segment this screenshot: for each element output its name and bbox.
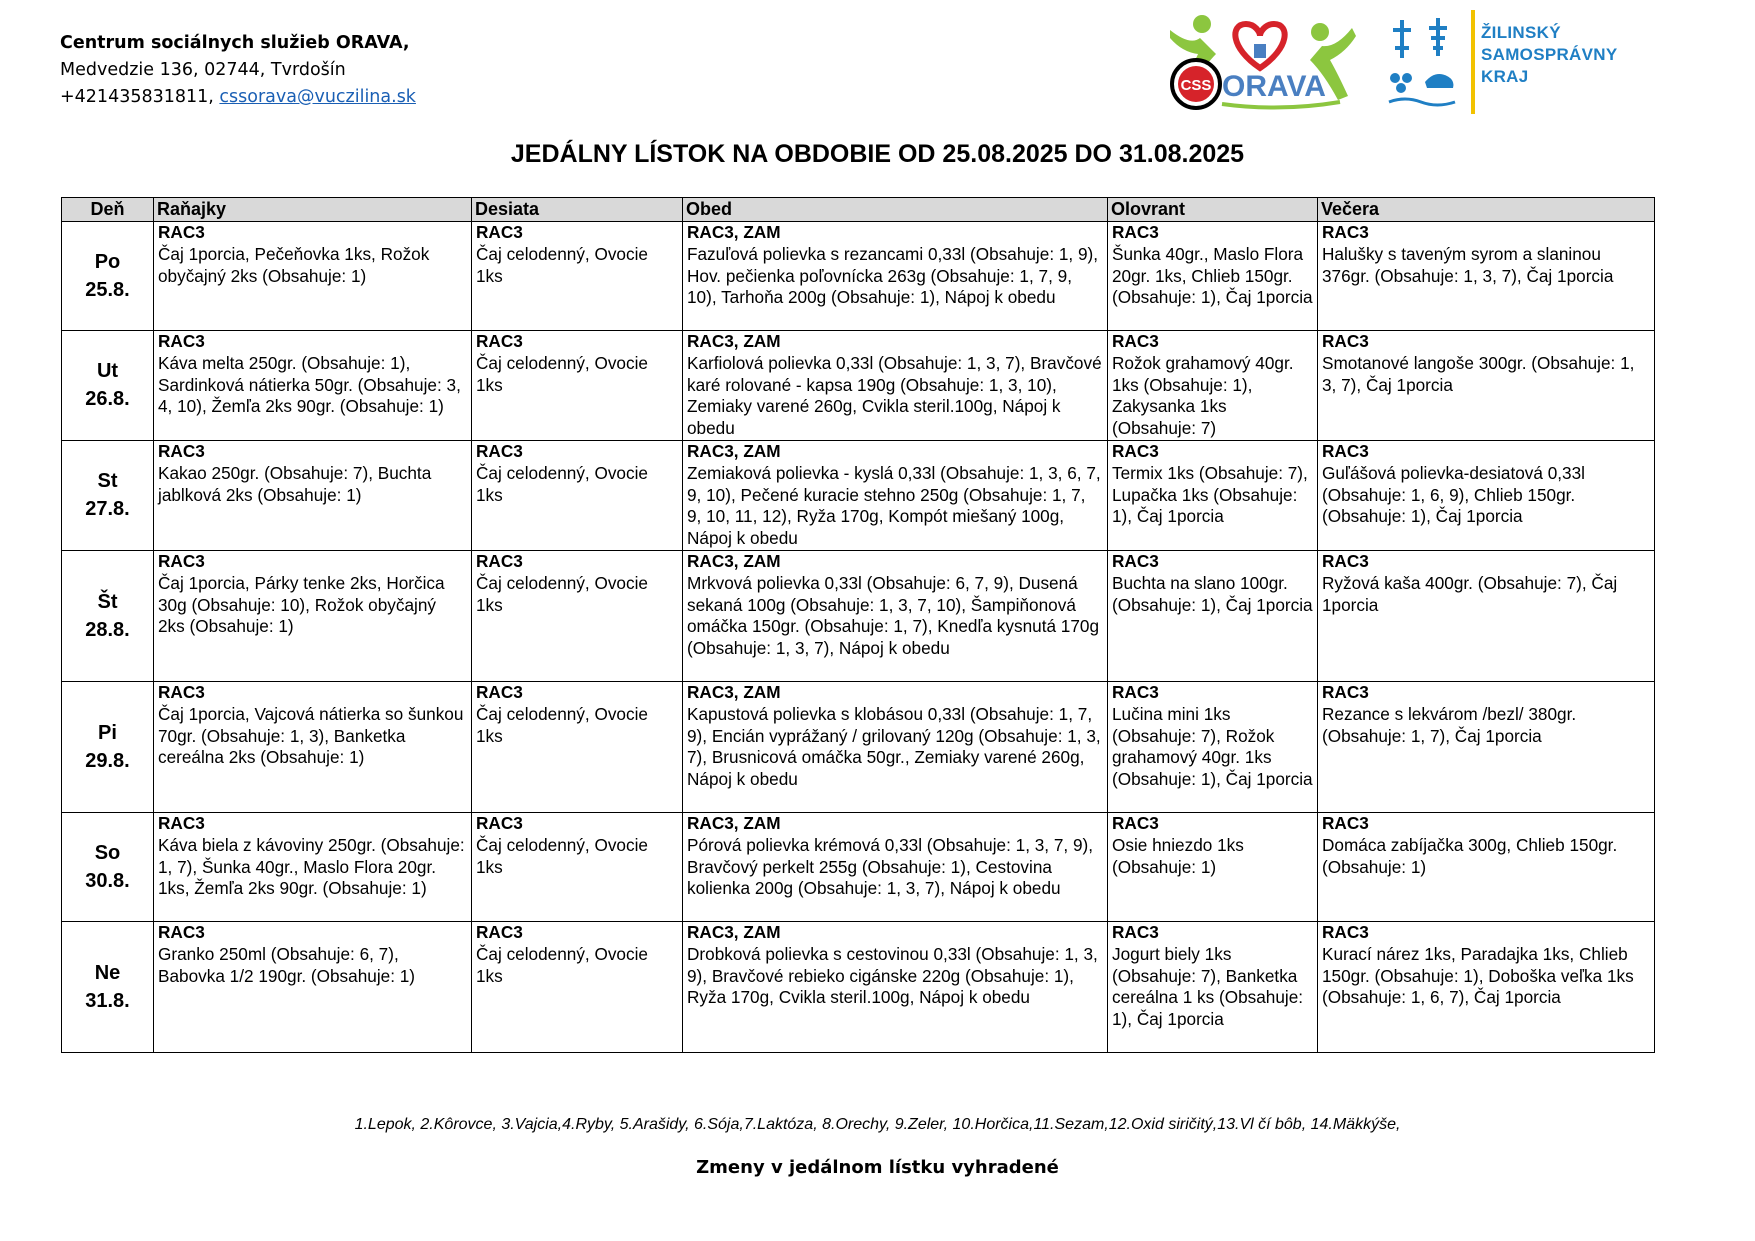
diet-code: RAC3 — [158, 681, 205, 702]
column-header-day: Deň — [62, 198, 154, 222]
diet-code: RAC3 — [158, 812, 205, 833]
meal-text: Šunka 40gr., Maslo Flora 20gr. 1ks, Chlieb 150gr. (Obsahuje: 1), Čaj 1porcia — [1112, 243, 1313, 308]
diet-code: RAC3 — [158, 550, 205, 571]
day-name: St — [97, 470, 118, 493]
menu-title: JEDÁLNY LÍSTOK NA OBDOBIE OD 25.08.2025 DO 31.08.2025 — [510, 140, 1245, 168]
dinner-cell — [1318, 222, 1655, 331]
diet-code: RAC3 — [1112, 681, 1159, 702]
diet-code: RAC3, ZAM — [687, 812, 781, 833]
organization-info — [60, 30, 416, 111]
day-date: 25.8. — [85, 279, 130, 301]
diet-code: RAC3 — [1322, 222, 1369, 242]
diet-code: RAC3 — [1112, 222, 1159, 242]
day-name: Po — [94, 251, 121, 273]
meal-text: Karfiolová polievka 0,33l (Obsahuje: 1, 3, 7), Bravčové karé rolované - kapsa 190g (Obsahuje: 1, 3, 10), Zemiaky varené 260g, Cvikla steril.100g, Nápoj k obedu — [687, 352, 1102, 439]
meal-text: Kurací nárez 1ks, Paradajka 1ks, Chlieb 150gr. (Obsahuje: 1), Doboška veľka 1ks (Obsahuje: 1, 6, 7), Čaj 1porcia — [1322, 943, 1634, 1008]
day-name: Ne — [94, 961, 121, 984]
breakfast-cell — [154, 812, 472, 921]
snack-cell — [472, 921, 683, 1052]
diet-code: RAC3 — [1112, 921, 1159, 942]
day-name: Ut — [96, 360, 119, 383]
meal-text: Buchta na slano 100gr. (Obsahuje: 1), Čaj 1porcia — [1112, 572, 1313, 615]
lunch-cell — [683, 550, 1108, 681]
meal-text: Rezance s lekvárom /bezl/ 380gr. (Obsahuje: 1, 7), Čaj 1porcia — [1322, 703, 1577, 746]
afternoon-snack-cell — [1108, 440, 1318, 550]
zsk-logo — [1385, 8, 1645, 118]
diet-code: RAC3 — [1112, 440, 1159, 461]
meal-text: Fazuľová polievka s rezancami 0,33l (Obsahuje: 1, 9), Hov. pečienka poľovnícka 263g (Obsahuje: 1, 7, 9, 10), Tarhoňa 200g (Obsahuje: 1), Nápoj k obedu — [687, 243, 1099, 308]
lunch-cell — [683, 331, 1108, 441]
meal-text: Mrkvová polievka 0,33l (Obsahuje: 6, 7, 9), Dusená sekaná 100g (Obsahuje: 1, 3, 7, 10), Šampiňonová omáčka 150gr. (Obsahuje: 1, 7), Knedľa kysnutá 170g (Obsahuje: 1, 3, 7), Nápoj k obedu — [687, 572, 1100, 659]
zsk-line-2: SAMOSPRÁVNY — [1481, 45, 1618, 64]
diet-code: RAC3 — [476, 331, 523, 351]
diet-code: RAC3 — [158, 440, 205, 461]
table-row — [62, 681, 1655, 812]
diet-code: RAC3, ZAM — [687, 440, 781, 461]
meal-text: Rožok grahamový 40gr. 1ks (Obsahuje: 1), Zakysanka 1ks (Obsahuje: 7) — [1112, 352, 1294, 439]
lunch-cell — [683, 681, 1108, 812]
meal-text: Čaj celodenný, Ovocie 1ks — [476, 352, 648, 395]
afternoon-snack-cell — [1108, 550, 1318, 681]
zsk-logo-text — [1481, 22, 1618, 88]
meal-text: Jogurt biely 1ks (Obsahuje: 7), Banketka cereálna 1 ks (Obsahuje: 1), Čaj 1porcia — [1112, 943, 1304, 1030]
diet-code: RAC3 — [1112, 812, 1159, 833]
column-header-dinner: Večera — [1318, 198, 1655, 222]
diet-code: RAC3, ZAM — [687, 550, 781, 571]
day-cell — [62, 681, 154, 812]
table-row — [62, 550, 1655, 681]
meal-text: Čaj celodenný, Ovocie 1ks — [476, 703, 648, 746]
column-header-snack: Desiata — [472, 198, 683, 222]
breakfast-cell — [154, 550, 472, 681]
diet-code: RAC3, ZAM — [687, 222, 781, 242]
diet-code: RAC3 — [476, 812, 523, 833]
diet-code: RAC3 — [476, 550, 523, 571]
table-row — [62, 921, 1655, 1052]
zsk-line-3: KRAJ — [1481, 67, 1529, 86]
snack-cell — [472, 222, 683, 331]
meal-text: Smotanové langoše 300gr. (Obsahuje: 1, 3, 7), Čaj 1porcia — [1322, 352, 1635, 395]
day-name: Pi — [98, 721, 117, 744]
diet-code: RAC3 — [1112, 550, 1159, 571]
phone-number: +421435831811, — [60, 87, 220, 107]
afternoon-snack-cell — [1108, 812, 1318, 921]
meal-text: Čaj 1porcia, Vajcová nátierka so šunkou 70gr. (Obsahuje: 1, 3), Banketka cereálna 2ks (Obsahuje: 1) — [158, 703, 464, 768]
organization-contact — [60, 84, 416, 111]
diet-code: RAC3 — [1322, 812, 1369, 833]
organization-name: Centrum sociálnych služieb ORAVA, — [60, 33, 410, 53]
diet-code: RAC3 — [1112, 331, 1159, 351]
diet-code: RAC3 — [158, 331, 205, 351]
table-row — [62, 812, 1655, 921]
changes-reserved-note: Zmeny v jedálnom lístku vyhradené — [696, 1157, 1059, 1178]
diet-code: RAC3 — [158, 921, 205, 942]
meal-text: Lučina mini 1ks (Obsahuje: 7), Rožok grahamový 40gr. 1ks (Obsahuje: 1), Čaj 1porcia — [1112, 703, 1313, 790]
logo-orava-text: ORAVA — [1222, 70, 1326, 103]
meal-text: Čaj celodenný, Ovocie 1ks — [476, 572, 648, 615]
snack-cell — [472, 681, 683, 812]
diet-code: RAC3 — [1322, 921, 1369, 942]
diet-code: RAC3, ZAM — [687, 331, 781, 351]
day-date: 28.8. — [85, 618, 130, 641]
dinner-cell — [1318, 550, 1655, 681]
meal-text: Granko 250ml (Obsahuje: 6, 7), Babovka 1/2 190gr. (Obsahuje: 1) — [158, 943, 416, 986]
diet-code: RAC3 — [158, 222, 205, 242]
diet-code: RAC3 — [1322, 681, 1369, 702]
breakfast-cell — [154, 331, 472, 441]
snack-cell — [472, 550, 683, 681]
lunch-cell — [683, 222, 1108, 331]
dinner-cell — [1318, 440, 1655, 550]
afternoon-snack-cell — [1108, 222, 1318, 331]
meal-text: Guľášová polievka-desiatová 0,33l (Obsahuje: 1, 6, 9), Chlieb 150gr. (Obsahuje: 1), Čaj 1porcia — [1322, 462, 1585, 527]
meal-text: Ryžová kaša 400gr. (Obsahuje: 7), Čaj 1porcia — [1322, 572, 1618, 615]
day-name: Št — [97, 590, 118, 613]
meal-text: Čaj celodenný, Ovocie 1ks — [476, 243, 648, 286]
snack-cell — [472, 440, 683, 550]
afternoon-snack-cell — [1108, 921, 1318, 1052]
zsk-line-1: ŽILINSKÝ — [1481, 23, 1561, 42]
afternoon-snack-cell — [1108, 681, 1318, 812]
column-header-afternoon-snack: Olovrant — [1108, 198, 1318, 222]
meal-text: Drobková polievka s cestovinou 0,33l (Obsahuje: 1, 3, 9), Bravčové rebieko cigánske 220g (Obsahuje: 1), Ryža 170g, Cvikla steril.100g, Nápoj k obedu — [687, 943, 1098, 1008]
diet-code: RAC3 — [476, 921, 523, 942]
diet-code: RAC3 — [1322, 440, 1369, 461]
meal-text: Termix 1ks (Obsahuje: 7), Lupačka 1ks (Obsahuje: 1), Čaj 1porcia — [1112, 462, 1308, 527]
day-cell — [62, 812, 154, 921]
column-header-breakfast: Raňajky — [154, 198, 472, 222]
email-link[interactable]: cssorava@vuczilina.sk — [219, 87, 416, 107]
diet-code: RAC3, ZAM — [687, 921, 781, 942]
dinner-cell — [1318, 921, 1655, 1052]
meal-text: Čaj celodenný, Ovocie 1ks — [476, 943, 648, 986]
diet-code: RAC3 — [476, 222, 523, 242]
meal-text: Kapustová polievka s klobásou 0,33l (Obsahuje: 1, 7, 9), Encián vyprážaný / grilovaný 120g (Obsahuje: 1, 3, 7), Brusnicová omáčka 50gr., Zemiaky varené 260g, Nápoj k obedu — [687, 703, 1101, 790]
css-orava-logo — [1160, 8, 1360, 118]
diet-code: RAC3 — [1322, 550, 1369, 571]
breakfast-cell — [154, 440, 472, 550]
meal-text: Čaj 1porcia, Pečeňovka 1ks, Rožok obyčajný 2ks (Obsahuje: 1) — [158, 243, 430, 286]
day-date: 29.8. — [85, 749, 130, 772]
breakfast-cell — [154, 222, 472, 331]
meal-text: Čaj 1porcia, Párky tenke 2ks, Horčica 30g (Obsahuje: 10), Rožok obyčajný 2ks (Obsahuje: 1) — [158, 572, 445, 637]
dinner-cell — [1318, 331, 1655, 441]
column-header-lunch: Obed — [683, 198, 1108, 222]
snack-cell — [472, 331, 683, 441]
dinner-cell — [1318, 681, 1655, 812]
meal-text: Čaj celodenný, Ovocie 1ks — [476, 834, 648, 877]
diet-code: RAC3 — [1322, 331, 1369, 351]
organization-address: Medvedzie 136, 02744, Tvrdošín — [60, 60, 346, 80]
meal-text: Kakao 250gr. (Obsahuje: 7), Buchta jablková 2ks (Obsahuje: 1) — [158, 462, 432, 505]
day-cell — [62, 440, 154, 550]
meal-text: Pórová polievka krémová 0,33l (Obsahuje: 1, 3, 7, 9), Bravčový perkelt 255g (Obsahuje: 1), Cestovina kolienka 200g (Obsahuje: 1, 3, 7), Nápoj k obedu — [687, 834, 1094, 899]
diet-code: RAC3 — [476, 440, 523, 461]
lunch-cell — [683, 812, 1108, 921]
snack-cell — [472, 812, 683, 921]
dinner-cell — [1318, 812, 1655, 921]
table-header-row — [62, 198, 1655, 222]
day-date: 26.8. — [85, 388, 130, 411]
day-date: 31.8. — [85, 989, 130, 1012]
day-cell — [62, 921, 154, 1052]
breakfast-cell — [154, 681, 472, 812]
meal-text: Domáca zabíjačka 300g, Chlieb 150gr. (Obsahuje: 1) — [1322, 834, 1618, 877]
diet-code: RAC3, ZAM — [687, 681, 781, 702]
allergen-legend: 1.Lepok, 2.Kôrovce, 3.Vajcia,4.Ryby, 5.Arašidy, 6.Sója,7.Laktóza, 8.Orechy, 9.Zeler, 10.Horčica,11.Sezam,12.Oxid siričitý,13.Vl čí bôb, 14.Mäkkýše, — [354, 1116, 1401, 1133]
lunch-cell — [683, 440, 1108, 550]
zsk-divider-bar — [1471, 10, 1475, 114]
day-date: 27.8. — [85, 498, 130, 521]
table-row — [62, 331, 1655, 441]
day-date: 30.8. — [85, 869, 130, 892]
menu-table — [61, 197, 1655, 1053]
diet-code: RAC3 — [476, 681, 523, 702]
day-cell — [62, 550, 154, 681]
lunch-cell — [683, 921, 1108, 1052]
table-row — [62, 440, 1655, 550]
meal-text: Osie hniezdo 1ks (Obsahuje: 1) — [1112, 834, 1244, 877]
day-cell — [62, 331, 154, 441]
day-name: So — [94, 841, 121, 864]
day-cell — [62, 222, 154, 331]
table-row — [62, 222, 1655, 331]
meal-text: Káva biela z kávoviny 250gr. (Obsahuje: 1, 7), Šunka 40gr., Maslo Flora 20gr. 1ks, Žemľa 2ks 90gr. (Obsahuje: 1) — [158, 834, 465, 899]
afternoon-snack-cell — [1108, 331, 1318, 441]
meal-text: Čaj celodenný, Ovocie 1ks — [476, 462, 648, 505]
meal-text: Káva melta 250gr. (Obsahuje: 1), Sardinková nátierka 50gr. (Obsahuje: 3, 4, 10), Žemľa 2ks 90gr. (Obsahuje: 1) — [158, 352, 461, 417]
logo-css-text: CSS — [1180, 77, 1212, 94]
meal-text: Halušky s taveným syrom a slaninou 376gr. (Obsahuje: 1, 3, 7), Čaj 1porcia — [1322, 243, 1614, 286]
meal-text: Zemiaková polievka - kyslá 0,33l (Obsahuje: 1, 3, 6, 7, 9, 10), Pečené kuracie stehno 250g (Obsahuje: 1, 7, 9, 10, 11, 12), Ryža 170g, Kompót miešaný 100g, Nápoj k obedu — [687, 462, 1101, 549]
breakfast-cell — [154, 921, 472, 1052]
